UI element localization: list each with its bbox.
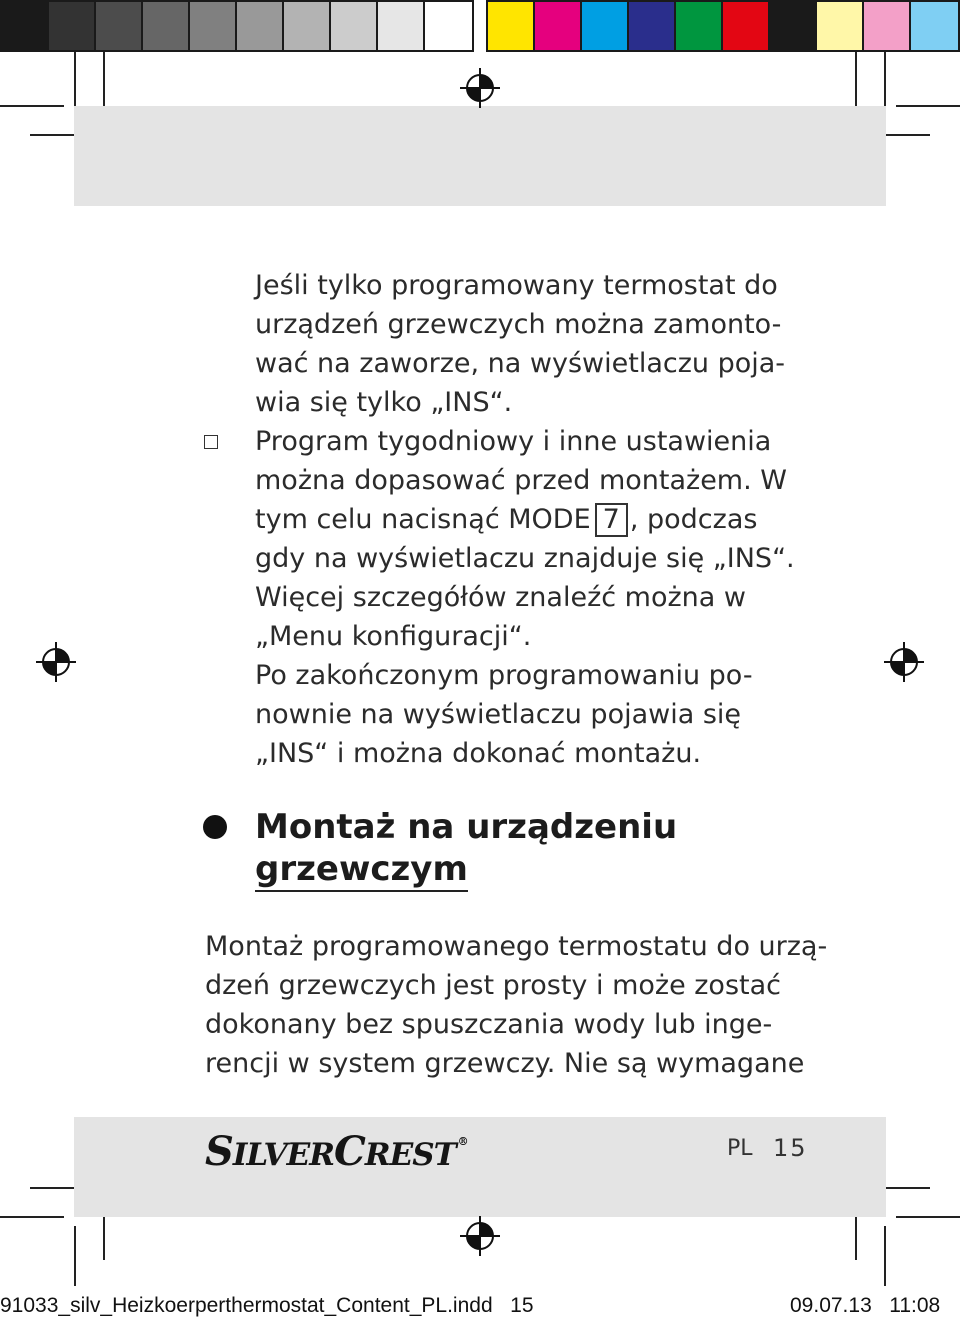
crop-mark	[74, 52, 76, 112]
crop-mark	[884, 1226, 886, 1286]
page-number: 15	[773, 1134, 808, 1162]
crop-mark	[880, 1187, 930, 1189]
color-swatch	[284, 2, 331, 50]
crop-mark	[103, 1210, 105, 1260]
crop-mark	[30, 134, 80, 136]
slug-timestamp: 09.07.13 11:08	[790, 1294, 941, 1317]
color-swatch	[723, 2, 770, 50]
color-swatch	[378, 2, 425, 50]
registration-mark-icon	[36, 642, 76, 682]
crop-mark	[30, 1187, 80, 1189]
section-heading	[255, 806, 677, 892]
color-swatch	[2, 2, 49, 50]
logo-part: C	[333, 1128, 365, 1175]
logo-part: ILVER	[232, 1137, 334, 1173]
crop-mark	[0, 1216, 64, 1218]
list-item	[255, 422, 795, 773]
color-swatch	[535, 2, 582, 50]
header-band	[74, 106, 886, 206]
color-swatch	[629, 2, 676, 50]
footer-band	[74, 1117, 886, 1217]
text-line: wać na zaworze, na wyświetlaczu poja-	[255, 348, 786, 379]
text-line	[255, 500, 795, 539]
list-checkbox-icon	[204, 435, 218, 449]
intro-paragraph	[255, 266, 785, 422]
registration-mark-icon	[884, 642, 924, 682]
text-line: Więcej szczegółów znaleźć można w	[255, 582, 746, 613]
logo-part: REST	[364, 1137, 456, 1173]
crop-mark	[884, 52, 886, 112]
text-line: Montaż programowanego termostatu do urzą-	[205, 931, 828, 962]
text-line: gdy na wyświetlaczu znajduje się „INS“.	[255, 543, 795, 574]
color-swatch	[488, 2, 535, 50]
text-line: Po zakończonym programowaniu po-	[255, 660, 753, 691]
registration-mark-icon	[460, 1216, 500, 1256]
color-swatch	[864, 2, 911, 50]
color-swatch	[143, 2, 190, 50]
slug-filename: 91033_silv_Heizkoerperthermostat_Content_PL.indd 15	[0, 1294, 534, 1317]
crop-mark	[880, 134, 930, 136]
color-swatch	[911, 2, 958, 50]
color-swatch	[331, 2, 378, 50]
text-line: wia się tylko „INS“.	[255, 387, 513, 418]
color-swatch	[49, 2, 96, 50]
body-paragraph	[205, 927, 827, 1083]
text-line: dokonany bez spuszczania wody lub inge-	[205, 1009, 773, 1040]
grey-calibration-bar	[0, 0, 474, 52]
color-swatch	[96, 2, 143, 50]
registration-mark-icon	[460, 68, 500, 108]
color-calibration-bar	[486, 0, 960, 52]
text-line: „INS“ i można dokonać montażu.	[255, 738, 702, 769]
language-code: PL	[727, 1136, 753, 1161]
text-line: dzeń grzewczych jest prosty i może zostać	[205, 970, 781, 1001]
text-line: rencji w system grzewczy. Nie są wymagane	[205, 1048, 805, 1079]
silvercrest-logo	[205, 1128, 468, 1175]
heading-line: grzewczym	[255, 848, 468, 892]
crop-mark	[855, 52, 857, 112]
crop-mark	[855, 1210, 857, 1260]
text-segment: , podczas	[629, 504, 758, 535]
crop-mark	[896, 1216, 960, 1218]
crop-mark	[0, 105, 64, 107]
crop-mark	[74, 1226, 76, 1286]
heading-bullet-icon	[203, 815, 227, 839]
color-swatch	[190, 2, 237, 50]
text-line: „Menu konfiguracji“.	[255, 621, 532, 652]
crop-mark	[103, 52, 105, 112]
text-line: Program tygodniowy i inne ustawienia	[255, 426, 772, 457]
key-number-badge: 7	[595, 503, 628, 537]
crop-mark	[896, 105, 960, 107]
color-swatch	[770, 2, 817, 50]
text-line: można dopasować przed montażem. W	[255, 465, 787, 496]
heading-line: Montaż na urządzeniu	[255, 807, 678, 847]
color-swatch	[425, 2, 472, 50]
logo-part: S	[205, 1128, 233, 1175]
color-swatch	[582, 2, 629, 50]
text-line: urządzeń grzewczych można zamonto-	[255, 309, 782, 340]
color-swatch	[817, 2, 864, 50]
text-segment: tym celu nacisnąć MODE	[255, 504, 591, 535]
color-swatch	[237, 2, 284, 50]
registered-mark: ®	[457, 1135, 468, 1148]
color-swatch	[676, 2, 723, 50]
text-line: Jeśli tylko programowany termostat do	[255, 270, 778, 301]
text-line: nownie na wyświetlaczu pojawia się	[255, 699, 742, 730]
